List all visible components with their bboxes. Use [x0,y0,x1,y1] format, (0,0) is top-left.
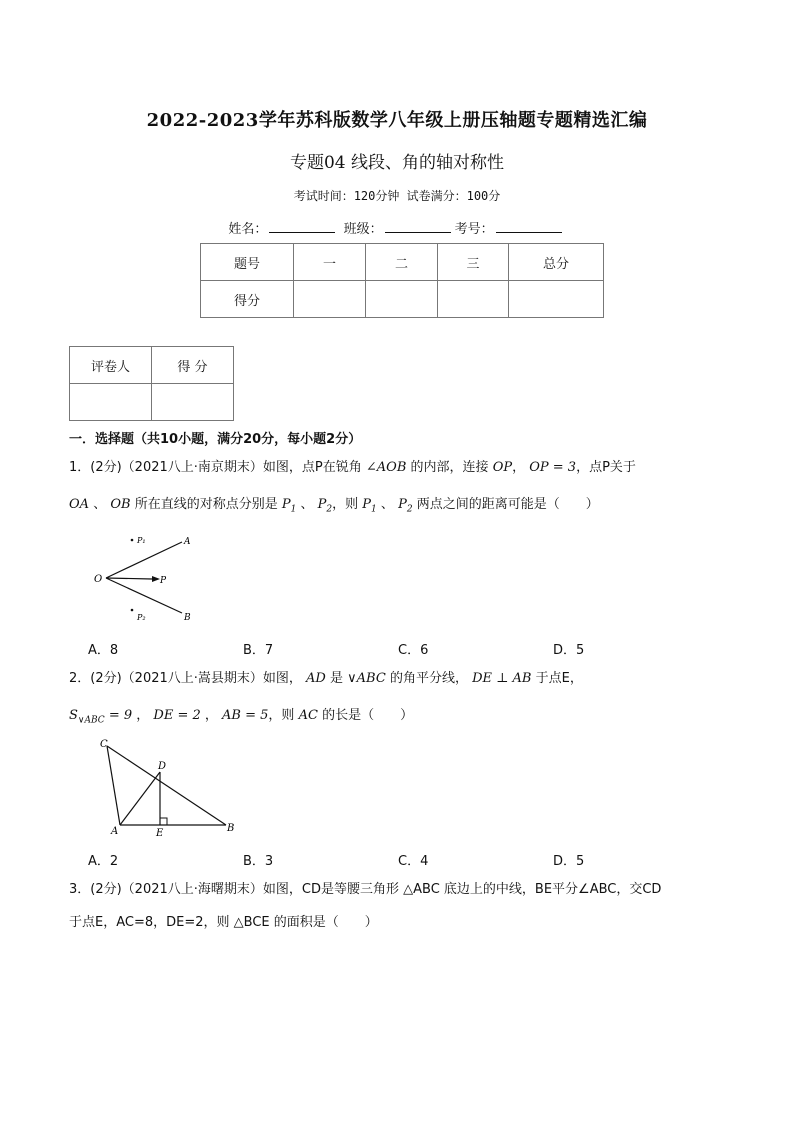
score-table-header-row [201,244,604,281]
grader-score-cell[interactable] [152,384,234,421]
q1-option-d[interactable]: D．5 [553,643,585,658]
class-label: 班级： [343,222,383,237]
label-e: E [156,828,164,837]
question-1-line-1: 1．(2分)（2021八上·南京期末）如图，点P在锐角 ∠AOB 的内部，连接 OP， OP = 3，点P关于 [69,460,636,475]
point-p2 [131,609,134,612]
label-b: B [227,823,235,834]
student-info-line [0,218,794,237]
question-2-figure [96,737,246,837]
question-2-line-2: $S_{\vee ABC} = 9$ ， DE = 2 ， AB = 5，则 AC 的长是（ ） [69,708,414,726]
question-1-figure [88,530,208,626]
grader-score-label: 得 分 [152,347,234,384]
bisector-ad [120,772,160,825]
score-table [200,243,604,318]
label-p1: P₁ [137,536,146,545]
name-blank[interactable] [269,220,335,233]
side-ca [107,746,120,825]
score-header-cell: 总分 [509,244,604,281]
q2-option-a[interactable]: A．2 [88,854,119,869]
score-header-cell: 三 [438,244,509,281]
id-label: 考号： [454,222,494,237]
exam-info: 考试时间：120分钟 试卷满分：100分 [293,189,501,203]
score-cell[interactable] [509,281,604,318]
q2-option-b[interactable]: B．3 [243,854,274,869]
name-label: 姓名： [228,222,268,237]
point-p1 [131,539,134,542]
label-o: O [94,574,103,585]
score-cell[interactable] [438,281,509,318]
q2-option-d[interactable]: D．5 [553,854,585,869]
label-a: A [111,826,119,837]
right-angle-mark [160,818,167,825]
score-header-cell: 题号 [201,244,294,281]
grader-label: 评卷人 [70,347,152,384]
question-3-line-1: 3．(2分)（2021八上·海曙期末）如图，CD是等腰三角形 △ABC 底边上的中线，BE平分∠ABC，交CD [69,882,662,897]
q1-option-a[interactable]: A．8 [88,643,119,658]
label-p2: P₂ [137,613,146,622]
ray-oa [106,542,182,578]
question-1-line-2: OA 、 OB 所在直线的对称点分别是 $P_1$ 、 $P_2$，则 $P_1$ 、 $P_2$ 两点之间的距离可能是（ ） [69,497,599,515]
q1-option-b[interactable]: B．7 [243,643,274,658]
score-row-label: 得分 [201,281,294,318]
label-d: D [158,761,167,772]
grader-cell[interactable] [70,384,152,421]
section-heading: 一．选择题（共10小题，满分20分，每小题2分） [69,432,362,447]
grader-table [69,346,234,421]
q2-option-c[interactable]: C．4 [398,854,429,869]
question-2-line-1: 2．(2分)（2021八上·嵩县期末）如图， AD 是 ∨ABC 的角平分线， DE ⊥ AB 于点E， [69,671,583,686]
score-header-cell: 一 [294,244,366,281]
document-title: 2022-2023学年苏科版数学八年级上册压轴题专题精选汇编 [146,110,648,131]
label-c: C [100,739,108,750]
score-table-score-row [201,281,604,318]
document-subtitle: 专题04 线段、角的轴对称性 [289,153,505,173]
score-cell[interactable] [366,281,438,318]
label-p: P [160,576,167,586]
label-a: A [184,537,191,547]
label-b: B [184,613,191,623]
segment-op [106,578,152,579]
side-cb [107,746,226,825]
question-3-line-2: 于点E，AC=8，DE=2，则 △BCE 的面积是（ ） [69,915,378,930]
ray-ob [106,578,182,613]
score-header-cell: 二 [366,244,438,281]
arrow-p [152,576,160,582]
class-blank[interactable] [385,220,451,233]
id-blank[interactable] [496,220,562,233]
q1-option-c[interactable]: C．6 [398,643,429,658]
score-cell[interactable] [294,281,366,318]
